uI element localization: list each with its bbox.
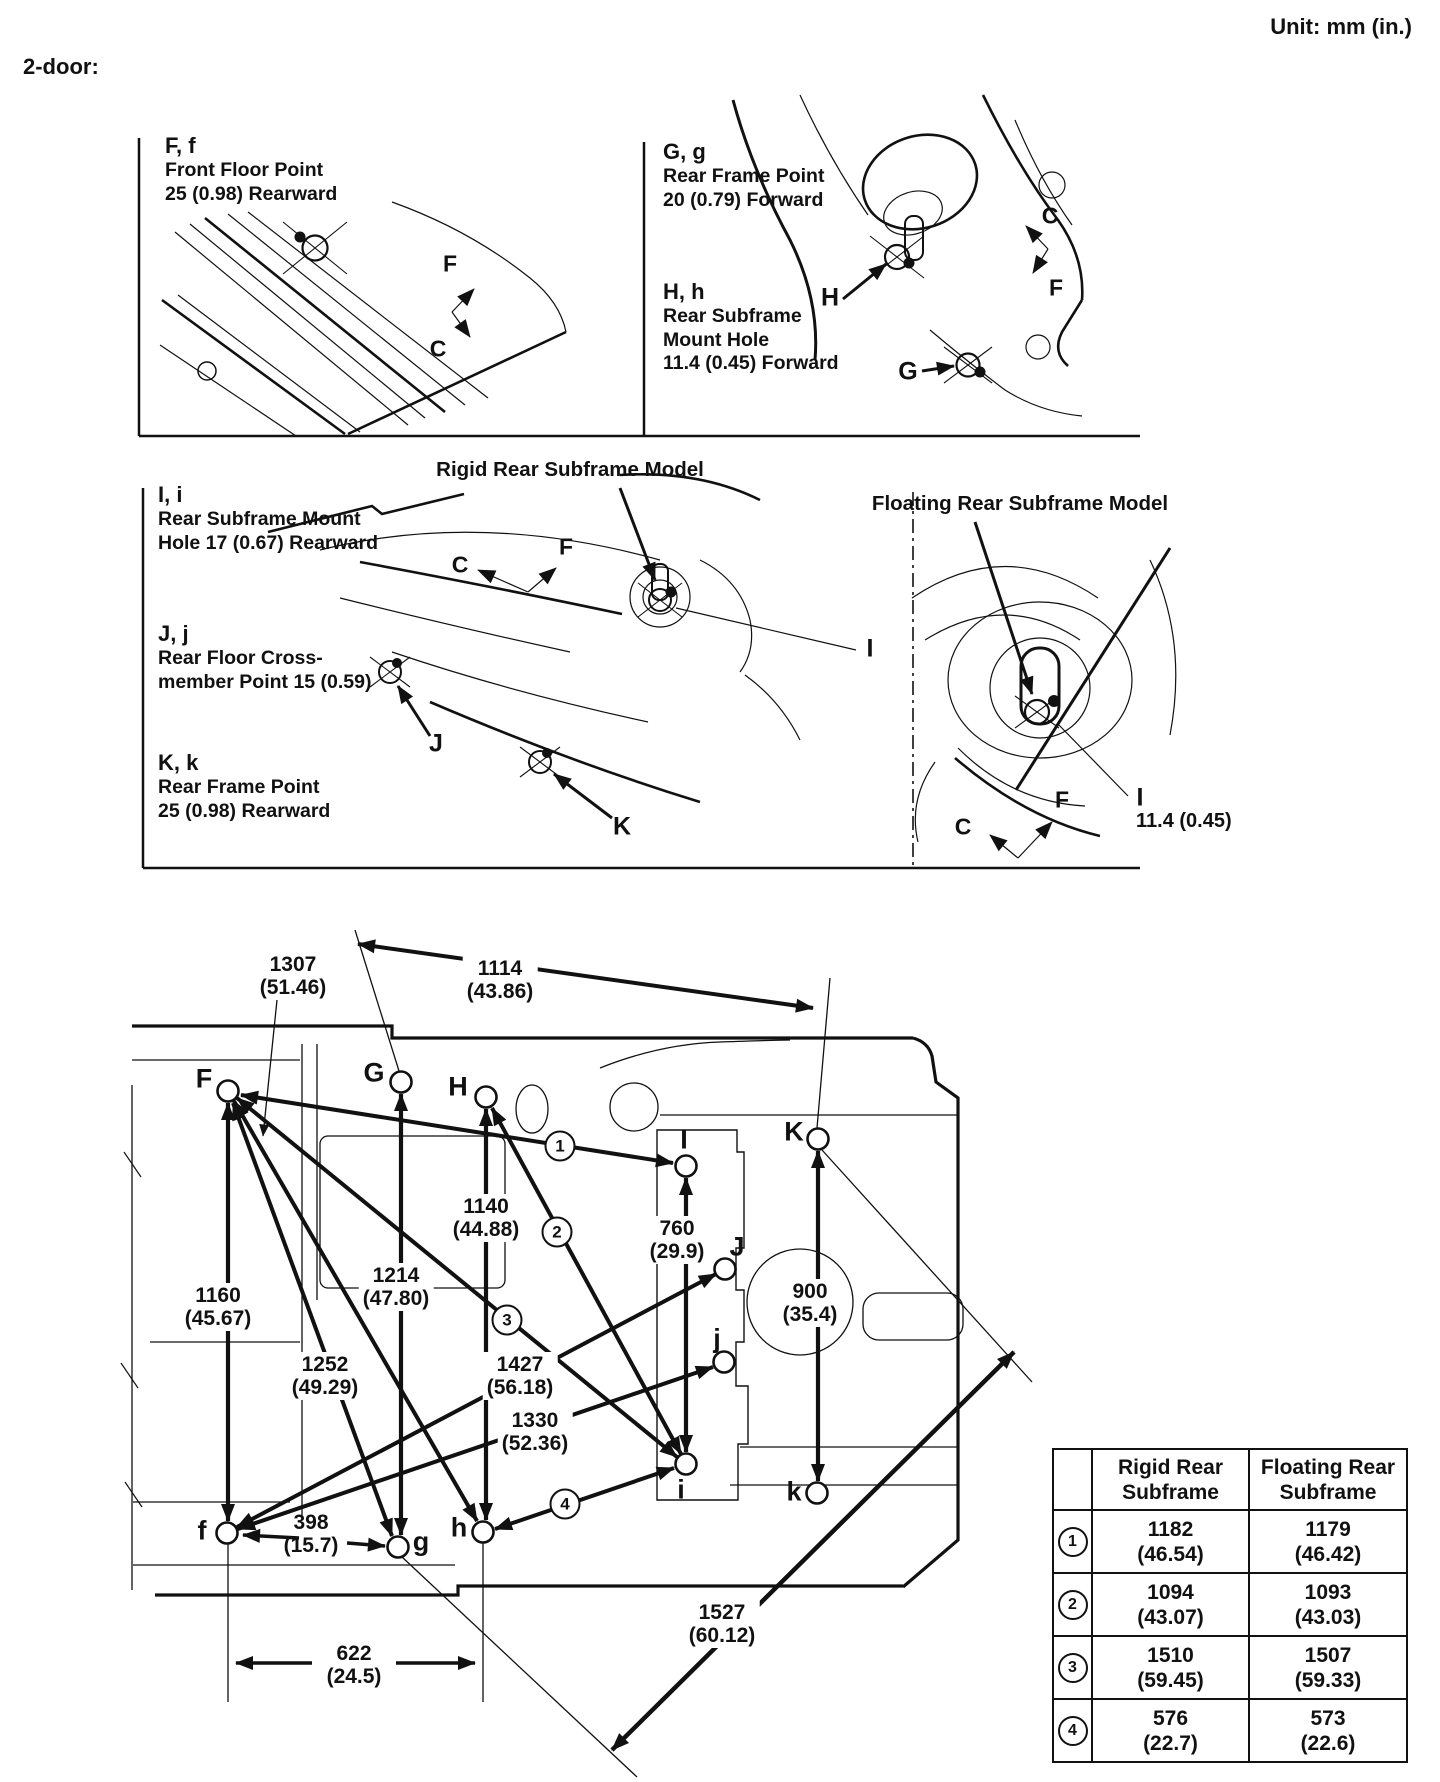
table-row: [1053, 1636, 1407, 1699]
point-H: [476, 1087, 497, 1108]
row-marker-2: 2: [1058, 1590, 1088, 1620]
floating-i-leader: [1058, 724, 1128, 796]
cell-rigid-3: 1510 (59.45): [1092, 1636, 1249, 1699]
measure-point-marker: [370, 657, 410, 687]
g-pointer-arrow: [922, 366, 954, 371]
rigid-j-label: J: [429, 729, 443, 758]
rigid-model-title: Rigid Rear Subframe Model: [436, 458, 704, 481]
legend-kk: [158, 749, 330, 823]
point-i: [676, 1454, 697, 1475]
row-marker-3: 3: [1058, 1653, 1088, 1683]
table-header-rigid: Rigid Rear Subframe: [1092, 1449, 1249, 1510]
cell-rigid-2: 1094 (43.07): [1092, 1573, 1249, 1636]
dim-760-label: 760 (29.9): [646, 1216, 709, 1264]
point-g: [388, 1537, 409, 1558]
point-F: [218, 1081, 239, 1102]
table-corner-cell: [1053, 1449, 1092, 1510]
dim-1114-label: 1114 (43.86): [463, 956, 538, 1004]
point-label-H: H: [448, 1071, 468, 1102]
legend-ii: [158, 481, 378, 555]
point-label-I: I: [680, 1124, 688, 1155]
dim-1307-label: 1307 (51.46): [256, 952, 331, 1000]
cf-axis-arrows: [990, 822, 1052, 858]
table-row: [1053, 1699, 1407, 1762]
cell-floating-3: 1507 (59.33): [1249, 1636, 1407, 1699]
dim-1330-label: 1330 (52.36): [498, 1408, 573, 1456]
legend-hh-line3: 11.4 (0.45) Forward: [663, 352, 839, 374]
cell-rigid-1: 1182 (46.54): [1092, 1510, 1249, 1573]
axis-f-box1: F: [442, 250, 458, 277]
point-label-f: f: [197, 1515, 207, 1546]
table-header-floating: Floating Rear Subframe: [1249, 1449, 1407, 1510]
legend-jj-title: J, j: [158, 621, 189, 646]
floating-model-title: Floating Rear Subframe Model: [871, 492, 1169, 515]
j-pointer-arrow: [398, 686, 430, 736]
row-marker-4: 4: [1058, 1716, 1088, 1746]
cf-axis-arrows: [478, 568, 556, 592]
legend-gg-line2: 20 (0.79) Forward: [663, 188, 824, 211]
legend-gg-title: G, g: [663, 139, 706, 164]
legend-gg-line1: Rear Frame Point: [663, 165, 825, 187]
cell-rigid-4: 576 (22.7): [1092, 1699, 1249, 1762]
axis-f-floating: F: [1054, 786, 1070, 813]
legend-ii-line2: Hole 17 (0.67) Rearward: [158, 531, 379, 554]
legend-kk-title: K, k: [158, 750, 199, 775]
dim-1307-leader: [263, 1000, 277, 1136]
rigid-k-label: K: [612, 812, 632, 841]
point-K: [808, 1129, 829, 1150]
legend-ff-title: F, f: [165, 133, 196, 158]
legend-gg: [663, 138, 824, 212]
axis-c-rigid: C: [451, 551, 469, 578]
axis-f-box2: F: [1048, 274, 1064, 301]
legend-ii-title: I, i: [158, 482, 183, 507]
detail-g-label: G: [898, 357, 918, 386]
point-label-i: i: [677, 1474, 685, 1505]
axis-c-box2: C: [1041, 202, 1059, 229]
point-label-g: g: [412, 1526, 430, 1557]
cf-axis-arrows: [452, 289, 474, 337]
legend-ii-line1: Rear Subframe Mount: [158, 508, 361, 530]
floating-offset-note: 11.4 (0.45): [1136, 810, 1232, 832]
legend-jj-line2: member Point 15 (0.59): [158, 670, 372, 693]
table-row: [1053, 1573, 1407, 1636]
point-label-G: G: [363, 1057, 385, 1088]
dim-900-label: 900 (35.4): [779, 1279, 842, 1327]
legend-kk-line2: 25 (0.98) Rearward: [158, 799, 331, 822]
floating-i-label: I: [1136, 783, 1144, 812]
rigid-i-leader: [676, 608, 856, 650]
legend-hh-line1: Rear Subframe: [663, 305, 802, 327]
legend-jj: [158, 620, 372, 694]
unit-label: Unit: mm (in.): [1270, 14, 1412, 39]
cf-axis-arrows: [1026, 226, 1048, 273]
circled-marker-1: 1: [545, 1131, 576, 1162]
arrow-g-K: [612, 1352, 1014, 1750]
arrow-h-i: [495, 1468, 674, 1529]
cell-floating-1: 1179 (46.42): [1249, 1510, 1407, 1573]
legend-hh-title: H, h: [663, 279, 705, 304]
rigid-i-label: I: [866, 634, 874, 663]
point-label-j: j: [713, 1323, 721, 1354]
axis-c-floating: C: [954, 813, 972, 840]
dim-1160-label: 1160 (45.67): [181, 1283, 256, 1331]
point-k: [807, 1483, 828, 1504]
dim-1427-label: 1427 (56.18): [483, 1352, 558, 1400]
dim-1252-label: 1252 (49.29): [288, 1352, 363, 1400]
dim-398-label: 398 (15.7): [283, 1511, 339, 1557]
point-label-J: J: [729, 1231, 745, 1262]
point-I: [676, 1156, 697, 1177]
subframe-plate: [657, 1130, 748, 1500]
dim-622-label: 622 (24.5): [326, 1642, 382, 1688]
legend-hh: [663, 278, 839, 376]
circled-marker-2: 2: [542, 1217, 573, 1248]
dim-1140-label: 1140 (44.88): [449, 1194, 524, 1242]
detail-h-label: H: [820, 283, 840, 312]
arrow-398-right: [347, 1543, 385, 1546]
legend-hh-line2: Mount Hole: [663, 328, 770, 351]
measure-point-marker: [638, 583, 682, 617]
dim-1527-label: 1527 (60.12): [685, 1600, 760, 1648]
h-pointer-arrow: [843, 264, 886, 299]
point-h: [473, 1522, 494, 1543]
dim-1214-label: 1214 (47.80): [359, 1263, 434, 1311]
floating-title-leader: [975, 522, 1032, 694]
axis-c-box1: C: [429, 335, 447, 362]
point-label-K: K: [784, 1116, 804, 1147]
legend-ff: [165, 132, 337, 206]
subframe-table: [1052, 1448, 1408, 1763]
k-pointer-arrow: [554, 774, 612, 818]
measure-point-marker: [520, 747, 560, 777]
point-f: [217, 1523, 238, 1544]
legend-kk-line1: Rear Frame Point: [158, 776, 320, 798]
point-j: [714, 1352, 735, 1373]
circled-marker-3: 3: [492, 1305, 523, 1336]
cell-floating-2: 1093 (43.03): [1249, 1573, 1407, 1636]
row-marker-1: 1: [1058, 1527, 1088, 1557]
dimension-arrows: [228, 944, 1014, 1750]
legend-ff-line2: 25 (0.98) Rearward: [165, 182, 338, 205]
point-label-h: h: [450, 1512, 468, 1543]
arrow-G-K: [358, 944, 813, 1008]
point-G: [391, 1072, 412, 1093]
variant-label: 2-door:: [23, 54, 99, 79]
point-label-k: k: [786, 1476, 802, 1507]
point-label-F: F: [195, 1063, 213, 1094]
legend-ff-line1: Front Floor Point: [165, 159, 324, 181]
circled-marker-4: 4: [550, 1489, 581, 1520]
legend-jj-line1: Rear Floor Cross-: [158, 647, 323, 669]
measure-point-marker: [283, 222, 347, 274]
axis-f-rigid: F: [558, 533, 574, 560]
front-floor-art: [160, 202, 566, 436]
cell-floating-4: 573 (22.6): [1249, 1699, 1407, 1762]
table-row: [1053, 1510, 1407, 1573]
arrow-F-g: [233, 1103, 392, 1536]
rigid-title-leader: [620, 488, 655, 580]
